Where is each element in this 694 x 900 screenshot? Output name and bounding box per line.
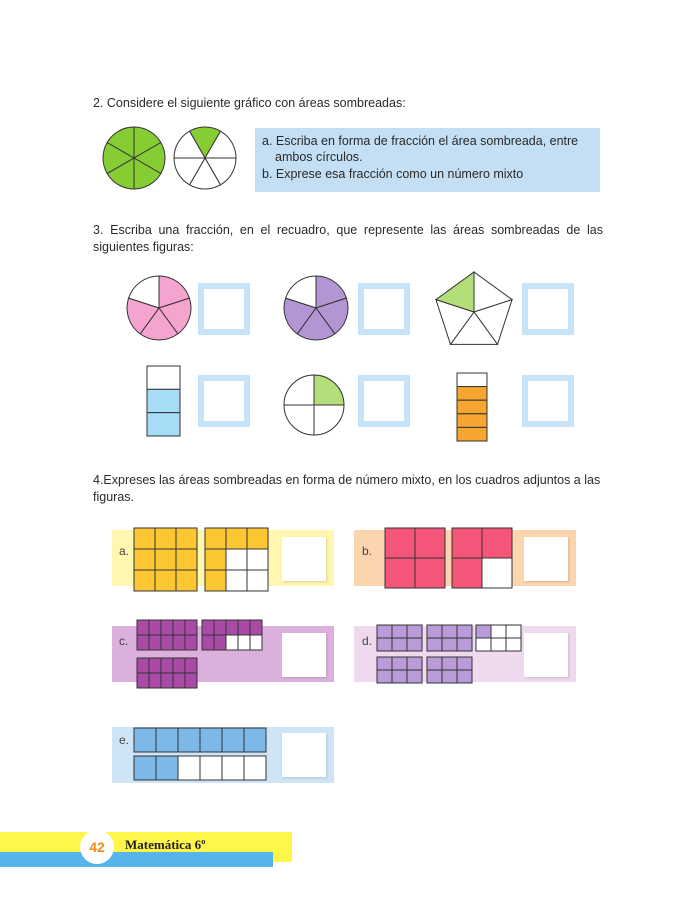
q4-c-whole1-cell: [137, 620, 149, 635]
q4-c-whole1-cell: [137, 635, 149, 650]
page-number: 42: [89, 839, 105, 855]
q4-figure-e: [134, 728, 266, 780]
q3-figure-4-cell: [147, 413, 180, 436]
q4-e-part-cell: [244, 756, 266, 780]
q4-c-part-cell: [226, 620, 238, 635]
q4-b-whole-cell: [415, 528, 445, 558]
q3-figure-5: [284, 375, 344, 435]
q4-c-part-cell: [238, 620, 250, 635]
q4-d-whole2-cell: [442, 638, 457, 651]
q3-answer-box-2[interactable]: [358, 283, 410, 335]
q4-d-whole4-cell: [427, 670, 442, 683]
q3-figure-6-cell: [457, 387, 487, 401]
q4-a-part-cell: [247, 570, 268, 591]
q4-d-whole3-cell: [377, 657, 392, 670]
q4-d-whole4-cell: [457, 657, 472, 670]
q4-answer-box-c[interactable]: [282, 633, 326, 677]
q4-e-part-cell: [134, 756, 156, 780]
q3-figure-3: [436, 272, 512, 344]
q4-b-part-cell: [482, 528, 512, 558]
q4-d-part-cell: [506, 625, 521, 638]
q4-e-whole-cell: [244, 728, 266, 752]
q4-c-whole2-cell: [173, 658, 185, 673]
q4-e-part-cell: [156, 756, 178, 780]
q4-grids: [0, 520, 694, 790]
q4-a-whole-cell: [176, 528, 197, 549]
q4-d-whole1-cell: [392, 638, 407, 651]
q3-answer-box-3[interactable]: [522, 283, 574, 335]
q4-b-whole-cell: [415, 558, 445, 588]
q4-d-whole4-cell: [442, 670, 457, 683]
q3-answer-box-1[interactable]: [198, 283, 250, 335]
q4-a-part-cell: [247, 549, 268, 570]
q4-e-whole-cell: [134, 728, 156, 752]
q4-c-part-cell: [214, 635, 226, 650]
q4-d-whole4-cell: [442, 657, 457, 670]
q3-figure-6-cell: [457, 400, 487, 414]
q4-a-whole-cell: [176, 570, 197, 591]
q3-answer-box-6[interactable]: [522, 375, 574, 427]
q4-d-whole1-cell: [407, 625, 422, 638]
q4-e-part-cell: [178, 756, 200, 780]
q4-e-whole-cell: [156, 728, 178, 752]
q4-e-whole-cell: [222, 728, 244, 752]
q4-d-whole2-cell: [457, 625, 472, 638]
q3-figure-4-cell: [147, 389, 180, 412]
q4-c-whole2-cell: [173, 673, 185, 688]
q4-a-whole-cell: [134, 528, 155, 549]
q4-c-whole2-cell: [149, 673, 161, 688]
q4-d-part-cell: [476, 625, 491, 638]
q4-d-whole1-cell: [392, 625, 407, 638]
q4-label-d: d.: [362, 634, 373, 648]
q4-c-part-cell: [214, 620, 226, 635]
q4-d-whole2-cell: [457, 638, 472, 651]
q4-b-part-cell: [452, 558, 482, 588]
q4-d-whole3-cell: [392, 670, 407, 683]
q4-c-whole2-cell: [161, 658, 173, 673]
q3-figure-5-sector: [284, 405, 314, 435]
q4-e-part-cell: [200, 756, 222, 780]
q4-figure-b: [385, 528, 512, 588]
q4-e-part-cell: [222, 756, 244, 780]
q3-figure-6: [457, 373, 487, 441]
page-number-badge: [80, 830, 114, 864]
q4-e-whole-cell: [200, 728, 222, 752]
q3-figure-6-cell: [457, 414, 487, 428]
q3-figure-5-sector: [314, 405, 344, 435]
q4-c-part-cell: [250, 635, 262, 650]
q3-prompt: 3. Escriba una fracción, en el recuadro, que represente las áreas sombreadas de las siguientes figuras:: [93, 223, 603, 254]
q4-d-whole4-cell: [457, 670, 472, 683]
q3-figure-4-cell: [147, 366, 180, 389]
q4-e-whole-cell: [178, 728, 200, 752]
q4-a-part-cell: [226, 528, 247, 549]
q4-answer-box-a[interactable]: [282, 537, 326, 581]
q4-d-part-cell: [506, 638, 521, 651]
q4-c-whole2-cell: [185, 658, 197, 673]
q4-a-whole-cell: [155, 528, 176, 549]
q3-figure-6-cell: [457, 373, 487, 387]
q3-figure-6-cell: [457, 427, 487, 441]
q3-answer-box-5[interactable]: [358, 375, 410, 427]
q2-item-a-line1: a. Escriba en forma de fracción el área sombreada, entre: [262, 134, 579, 148]
q4-c-whole1-cell: [149, 635, 161, 650]
q4-c-whole1-cell: [161, 635, 173, 650]
q4-d-whole2-cell: [427, 638, 442, 651]
q3-figure-5-sector: [314, 375, 344, 405]
q4-b-whole-cell: [385, 558, 415, 588]
q4-d-part-cell: [491, 625, 506, 638]
q4-c-whole2-cell: [161, 673, 173, 688]
q3-figure-4: [147, 366, 180, 436]
q4-c-whole1-cell: [161, 620, 173, 635]
q4-d-whole1-cell: [377, 638, 392, 651]
q4-d-whole1-cell: [377, 625, 392, 638]
q4-c-part-cell: [250, 620, 262, 635]
q2-circle-one-sixth: [174, 127, 236, 189]
q4-figure-a: [134, 528, 268, 591]
q4-label-b: b.: [362, 544, 373, 558]
q4-answer-box-d[interactable]: [524, 633, 568, 677]
q4-d-whole2-cell: [442, 625, 457, 638]
q4-c-whole1-cell: [173, 620, 185, 635]
q4-a-whole-cell: [134, 549, 155, 570]
q3-answer-box-4[interactable]: [198, 375, 250, 427]
q2-circle-full: [103, 127, 165, 189]
q4-label-c: c.: [119, 634, 129, 648]
footer-blue-bar: [0, 852, 273, 867]
q4-a-part-cell: [205, 570, 226, 591]
q4-d-whole2-cell: [427, 625, 442, 638]
q4-c-whole2-cell: [185, 673, 197, 688]
q4-label-a: a.: [119, 544, 130, 558]
q4-b-part-cell: [482, 558, 512, 588]
q4-c-part-cell: [226, 635, 238, 650]
q4-c-part-cell: [202, 620, 214, 635]
q4-a-part-cell: [226, 570, 247, 591]
q4-d-part-cell: [476, 638, 491, 651]
q4-c-whole1-cell: [149, 620, 161, 635]
q4-d-whole3-cell: [407, 670, 422, 683]
q4-label-e: e.: [119, 733, 130, 747]
q4-d-whole3-cell: [392, 657, 407, 670]
q2-instructions-box: [255, 128, 600, 192]
q4-c-whole2-cell: [137, 658, 149, 673]
q3-figure-5-sector: [284, 375, 314, 405]
q4-d-part-cell: [491, 638, 506, 651]
q4-a-whole-cell: [155, 570, 176, 591]
q2-item-a-line2: ambos círculos.: [275, 150, 363, 164]
q4-c-part-cell: [202, 635, 214, 650]
q4-figure-c: [137, 620, 262, 688]
q4-c-whole1-cell: [173, 635, 185, 650]
q4-d-whole1-cell: [407, 638, 422, 651]
q4-a-part-cell: [205, 549, 226, 570]
q4-c-whole2-cell: [137, 673, 149, 688]
q4-c-part-cell: [238, 635, 250, 650]
q4-figure-d: [377, 625, 521, 683]
q2-prompt: 2. Considere el siguiente gráfico con áreas sombreadas:: [93, 96, 406, 110]
q3-figures: [0, 260, 694, 450]
q4-b-whole-cell: [385, 528, 415, 558]
q4-a-whole-cell: [134, 570, 155, 591]
q4-a-part-cell: [205, 528, 226, 549]
q4-a-part-cell: [247, 528, 268, 549]
q4-answer-box-e[interactable]: [282, 733, 326, 777]
q4-c-whole2-cell: [149, 658, 161, 673]
q4-d-whole3-cell: [377, 670, 392, 683]
q4-c-whole1-cell: [185, 620, 197, 635]
q2-item-b: b. Exprese esa fracción como un número mixto: [262, 167, 524, 181]
footer-book-title: Matemática 6º: [125, 837, 206, 852]
q4-d-whole4-cell: [427, 657, 442, 670]
q4-a-part-cell: [226, 549, 247, 570]
q4-d-whole3-cell: [407, 657, 422, 670]
q4-answer-box-b[interactable]: [524, 537, 568, 581]
q4-prompt: 4.Expreses las áreas sombreadas en forma de número mixto, en los cuadros adjuntos a las figuras.: [93, 473, 601, 504]
q3-figure-1: [127, 276, 191, 340]
q2-circles: [100, 124, 240, 194]
q3-figure-2: [284, 276, 348, 340]
q4-c-whole1-cell: [185, 635, 197, 650]
q4-a-whole-cell: [176, 549, 197, 570]
q4-b-part-cell: [452, 528, 482, 558]
q4-a-whole-cell: [155, 549, 176, 570]
